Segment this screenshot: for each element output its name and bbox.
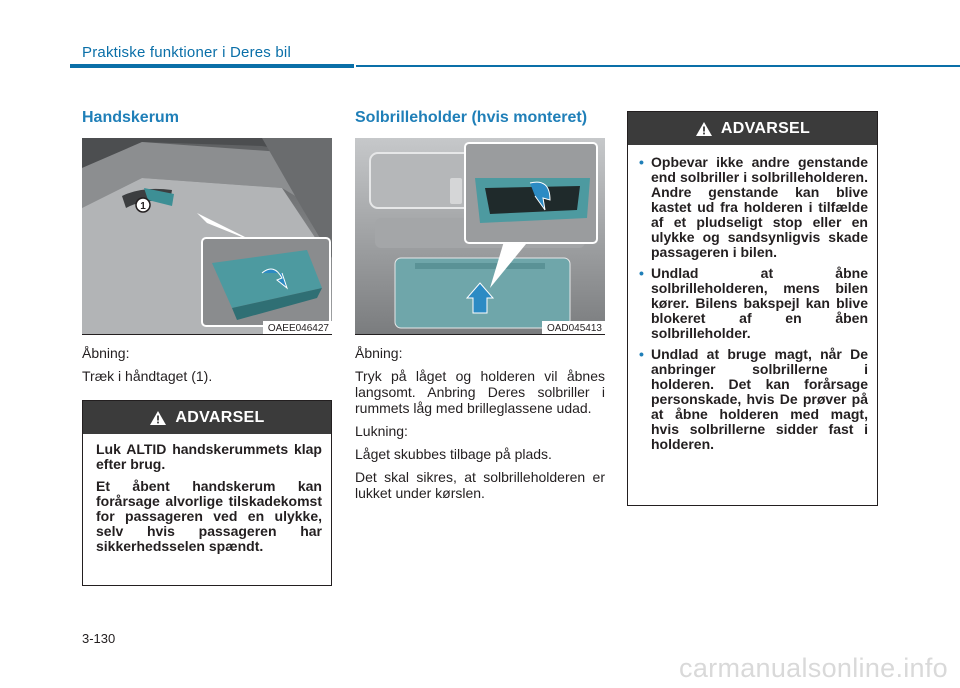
watermark: carmanualsonline.info: [679, 653, 948, 683]
warning-bullet-text: Opbevar ikke andre genstande end solbriller i solbrilleholderen. Andre genstande kan blive kastet ud fra holderen i tilfælde af et pludseligt stop eller en ulykke og sandsynligvis skade passageren i bilen.: [651, 154, 868, 260]
glovebox-body: [82, 345, 332, 391]
sunglass-drawing: [355, 138, 605, 335]
sunglass-image-rule: [355, 334, 605, 335]
sunglass-warning-header: [628, 112, 877, 145]
warning-bullet-text: Undlad at bruge magt, når De anbringer solbrillerne i holderen. Det kan forårsage personskade, hvis De prøver på at åbne holderen med magt, hvis solbrillerne sidder fast i holderen.: [651, 346, 868, 452]
bullet-dot-icon: •: [639, 346, 644, 362]
glovebox-image-code: OAEE046427: [263, 321, 332, 335]
bullet-dot-icon: •: [639, 154, 644, 170]
warning-triangle-icon: [695, 121, 713, 137]
page-number: 3-130: [82, 631, 116, 646]
glovebox-illustration: [82, 138, 332, 335]
glovebox-warning-heading: ADVARSEL: [175, 408, 265, 426]
glovebox-drawing: [82, 138, 332, 335]
sunglass-image-code: OAD045413: [542, 321, 605, 335]
glovebox-warning-header: [83, 401, 331, 434]
sunglass-paragraph: Låget skubbes tilbage på plads.: [355, 446, 552, 462]
sunglass-title: Solbrilleholder (hvis monteret): [355, 109, 588, 126]
sunglass-paragraph: Tryk på låget og holderen vil åbnes langsomt. Anbring Deres solbriller i rummets låg med brilleglassene udad.: [355, 368, 605, 416]
sunglass-paragraph: Åbning:: [355, 345, 403, 361]
warning-bullet-item: [641, 266, 868, 341]
sunglass-warning-list: [641, 155, 868, 452]
header-rule-thin: [356, 65, 960, 67]
bullet-dot-icon: •: [639, 265, 644, 281]
glovebox-image-rule: [82, 334, 332, 335]
sunglass-warning-box: [627, 111, 878, 506]
sunglass-illustration: [355, 138, 605, 335]
running-header: Praktiske funktioner i Deres bil: [82, 44, 291, 61]
sunglass-warning-heading: ADVARSEL: [720, 119, 811, 137]
warning-bullet-text: Undlad at åbne solbrilleholderen, mens bilen kører. Bilens bakspejl kan blive blokeret af en åben solbrilleholder.: [651, 265, 868, 341]
callout-number-1: 1: [140, 201, 146, 212]
sunglass-warning-body: [628, 145, 877, 466]
glovebox-title: Handskerum: [82, 109, 179, 126]
glovebox-opening-label: Åbning:: [82, 345, 130, 361]
header-rule-thick: [70, 64, 354, 68]
warning-bullet-item: [641, 347, 868, 452]
glovebox-warning-box: [82, 400, 332, 586]
glovebox-warning-body: [83, 434, 331, 569]
warning-bullet-item: [641, 155, 868, 260]
glovebox-opening-text: Træk i håndtaget (1).: [82, 368, 213, 384]
glovebox-warning-paragraph: Et åbent handskerum kan forårsage alvorlige tilskadekomst for passageren ved en ulykke, selv hvis passageren har sikkerhedsselen spændt.: [96, 478, 322, 554]
warning-triangle-icon: [149, 410, 167, 426]
sunglass-paragraph: Det skal sikres, at solbrilleholderen er lukket under kørslen.: [355, 469, 605, 501]
glovebox-warning-paragraph: Luk ALTID handskerummets klap efter brug.: [96, 441, 322, 472]
sunglass-paragraph: Lukning:: [355, 423, 408, 439]
sunglass-body: [355, 345, 605, 508]
